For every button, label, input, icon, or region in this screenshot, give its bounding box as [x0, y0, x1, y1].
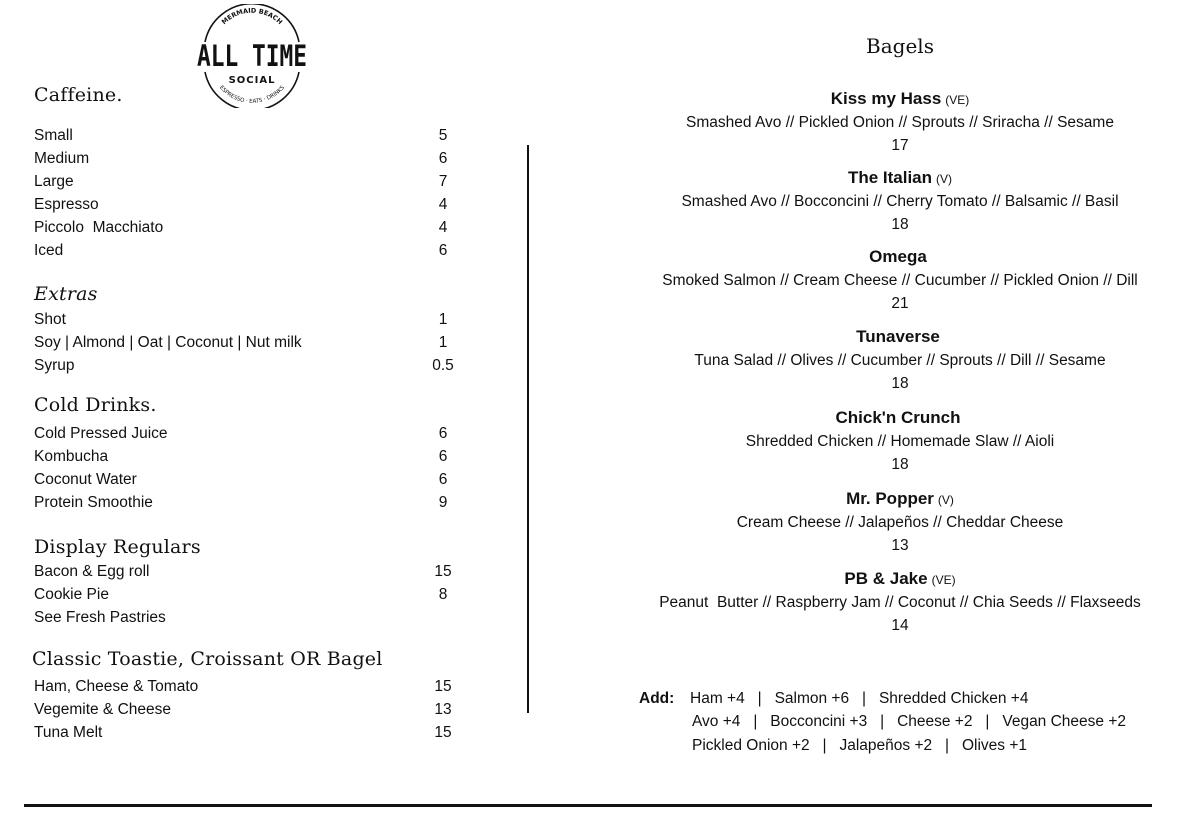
- bagel-name: Mr. Popper: [846, 489, 934, 508]
- toasties-title: Classic Toastie, Croissant OR Bagel: [32, 648, 383, 670]
- item-name: Soy | Almond | Oat | Coconut | Nut milk: [34, 334, 302, 351]
- item-price: 13: [434, 701, 452, 718]
- item-price: 15: [434, 724, 452, 741]
- menu-row: [34, 701, 454, 723]
- menu-row: [34, 724, 454, 746]
- bagel-item: [630, 487, 1170, 557]
- item-name: Shot: [34, 311, 66, 328]
- bagel-price: 14: [891, 617, 909, 634]
- item-name: See Fresh Pastries: [34, 609, 166, 626]
- menu-row: [34, 334, 454, 356]
- item-price: 1: [438, 334, 448, 351]
- item-name: Protein Smoothie: [34, 494, 153, 511]
- item-price: 6: [438, 448, 448, 465]
- item-price: 6: [438, 150, 448, 167]
- item-price: 15: [434, 563, 452, 580]
- item-name: Espresso: [34, 196, 99, 213]
- logo-main-text: ALL TIME: [197, 39, 307, 73]
- svg-text:ESPRESSO · EATS · DRINKS: [218, 85, 286, 105]
- item-name: Small: [34, 127, 73, 144]
- menu-row: [34, 425, 454, 447]
- item-name: Cookie Pie: [34, 586, 109, 603]
- menu-row: [34, 609, 454, 631]
- item-price: 8: [438, 586, 448, 603]
- item-price: 6: [438, 425, 448, 442]
- bagel-description: Tuna Salad // Olives // Cucumber // Sprouts // Dill // Sesame: [694, 352, 1106, 369]
- extras-title: Extras: [34, 283, 98, 305]
- item-price: 4: [438, 196, 448, 213]
- menu-row: [34, 471, 454, 493]
- bagel-description: Smashed Avo // Pickled Onion // Sprouts // Sriracha // Sesame: [686, 114, 1114, 131]
- bagel-price: 21: [891, 295, 909, 312]
- bagel-item: [630, 245, 1170, 315]
- menu-row: [34, 127, 454, 149]
- menu-row: [34, 150, 454, 172]
- bagel-description: Shredded Chicken // Homemade Slaw // Aioli: [745, 433, 1055, 450]
- item-name: Large: [34, 173, 74, 190]
- item-name: Kombucha: [34, 448, 109, 465]
- logo-bottom-text: ESPRESSO · EATS · DRINKS: [218, 84, 286, 105]
- bagel-item: [630, 87, 1170, 157]
- item-price: 0.5: [432, 357, 454, 374]
- addons-line: Ham +4 | Salmon +6 | Shredded Chicken +4: [690, 690, 1029, 707]
- display-regulars-title: Display Regulars: [34, 536, 201, 558]
- item-name: Coconut Water: [34, 471, 137, 488]
- bagel-tag: (V): [936, 172, 953, 186]
- bagel-description: Smoked Salmon // Cream Cheese // Cucumber // Pickled Onion // Dill: [662, 272, 1138, 289]
- menu-row: [34, 678, 454, 700]
- logo-top-text: MERMAID BEACH: [220, 6, 284, 27]
- menu-row: [34, 196, 454, 218]
- item-price: 4: [438, 219, 448, 236]
- addons-line: Avo +4 | Bocconcini +3 | Cheese +2 | Vegan Cheese +2: [692, 713, 1127, 730]
- item-price: 7: [438, 173, 448, 190]
- bagel-item: [630, 166, 1170, 236]
- menu-row: [34, 311, 454, 333]
- bagel-name: Kiss my Hass: [830, 89, 942, 108]
- item-price: 1: [438, 311, 448, 328]
- vertical-divider: [527, 145, 529, 713]
- item-name: Syrup: [34, 357, 75, 374]
- item-price: 6: [438, 471, 448, 488]
- item-price: 6: [438, 242, 448, 259]
- bagel-price: 18: [891, 456, 909, 473]
- item-name: Piccolo Macchiato: [34, 219, 164, 236]
- logo-sub-text: SOCIAL: [228, 75, 276, 86]
- bagel-price: 18: [891, 216, 909, 233]
- bagels-title: Bagels: [866, 34, 934, 58]
- item-name: Iced: [34, 242, 64, 259]
- item-name: Medium: [34, 150, 90, 167]
- bagel-name: Chick'n Crunch: [835, 408, 961, 427]
- bagel-tag: (VE): [931, 573, 956, 587]
- cold-drinks-title: Cold Drinks.: [34, 394, 157, 416]
- bagel-price: 17: [891, 137, 909, 154]
- item-name: Ham, Cheese & Tomato: [34, 678, 199, 695]
- menu-row: [34, 448, 454, 470]
- bagel-price: 13: [891, 537, 909, 554]
- item-name: Tuna Melt: [34, 724, 103, 741]
- bagel-item: [630, 325, 1170, 395]
- bagel-name: The Italian: [847, 168, 933, 187]
- menu-row: [34, 242, 454, 264]
- bagel-description: Peanut Butter // Raspberry Jam // Coconut // Chia Seeds // Flaxseeds: [659, 594, 1141, 611]
- menu-row: [34, 563, 454, 585]
- menu-row: [34, 173, 454, 195]
- item-name: Vegemite & Cheese: [34, 701, 172, 718]
- bagel-item: [630, 406, 1170, 476]
- item-name: Cold Pressed Juice: [34, 425, 168, 442]
- bagel-name: Tunaverse: [856, 327, 940, 346]
- menu-row: [34, 494, 454, 516]
- bagel-tag: (V): [937, 493, 954, 507]
- bagel-price: 18: [891, 375, 909, 392]
- item-name: Bacon & Egg roll: [34, 563, 150, 580]
- bagel-item: [630, 567, 1170, 637]
- item-price: 9: [438, 494, 448, 511]
- addons-line: Pickled Onion +2 | Jalapeños +2 | Olives +1: [692, 737, 1028, 754]
- logo-graphic: [193, 4, 311, 108]
- item-price: 15: [434, 678, 452, 695]
- bagel-name: PB & Jake: [844, 569, 928, 588]
- menu-row: [34, 357, 454, 379]
- all-time-social-logo: [193, 4, 311, 108]
- bottom-divider: [24, 804, 1152, 807]
- addons-label: Add:: [639, 690, 675, 707]
- bagel-tag: (VE): [945, 93, 970, 107]
- bagel-description: Smashed Avo // Bocconcini // Cherry Tomato // Balsamic // Basil: [681, 193, 1119, 210]
- menu-row: [34, 586, 454, 608]
- bagel-description: Cream Cheese // Jalapeños // Cheddar Cheese: [736, 514, 1064, 531]
- menu-row: [34, 219, 454, 241]
- bagel-name: Omega: [869, 247, 927, 266]
- caffeine-title: Caffeine.: [34, 84, 123, 106]
- item-price: 5: [438, 127, 448, 144]
